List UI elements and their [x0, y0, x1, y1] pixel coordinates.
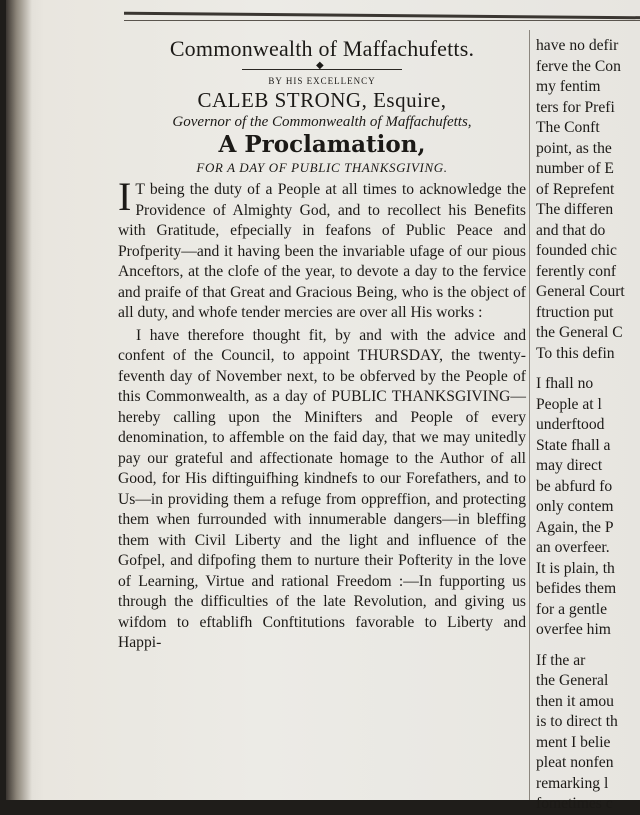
column-line: ment I belie: [536, 733, 611, 751]
column-line: [536, 641, 640, 651]
column-divider: [529, 30, 530, 800]
column-line: my fentim: [536, 78, 601, 95]
column-line: number of E: [536, 160, 614, 177]
governor-title: Governor of the Commonwealth of Maffachufetts,: [172, 114, 472, 130]
masthead: Commonwealth of Maffachufetts.: [169, 36, 475, 61]
column-line: remarking l: [536, 774, 609, 792]
paragraph-2: I have therefore thought fit, by and with the advice and confent of the Council, to appoint THURSDAY, the twenty-feventh day of November next, to be obferved by the People of this Commonwealth, as a day of PUBLIC THANKSGIVING—hereby calling upon the Minifters and People of every denomination, to affemble on the faid day, that we may unitedly pay our grateful and affectionate homage to the Author of all Good, for His diftinguifhing kindnefs to our Forefathers, and to Us—in providing them a refuge from oppreffion, and protecting them when furrounded with innumerable dangers—in bleffing them with Civil Liberty and the light and influence of the Gofpel, and difpofing them to nurture their Pofterity in the love of Learning, Virtue and rational Freedom :—In fupporting us through the difficulties of the late Revolution, and giving us wifdom to eftablifh Conftitutions favorable to Liberty and Happi-: [118, 326, 526, 651]
column-line: It is plain, th: [536, 559, 615, 577]
column-line: for a gentle: [536, 600, 608, 618]
governor-name: CALEB STRONG, Esquire,: [197, 88, 447, 112]
column-line: founded chic: [536, 242, 617, 259]
column-line: fometimes c: [536, 795, 613, 812]
column-line: State fhall a: [536, 436, 611, 454]
column-line: [536, 364, 640, 374]
column-line: an overfeer.: [536, 539, 610, 556]
column-line: overfee him: [536, 621, 611, 638]
column-line: The Conft: [536, 119, 600, 136]
column-line: may direct: [536, 457, 603, 474]
column-line: the General C: [536, 324, 623, 341]
column-line: General Court: [536, 283, 625, 300]
column-line: is to direct th: [536, 713, 618, 730]
column-line: only contem: [536, 498, 614, 515]
ornament-rule: [242, 64, 402, 74]
column-line: pleat nonfen: [536, 754, 614, 771]
proclamation-title: A Proclamation,: [218, 131, 426, 158]
top-rule: [124, 12, 640, 20]
column-line: ferve the Con: [536, 57, 621, 75]
column-line: and that do: [536, 221, 606, 239]
top-rule-thin: [124, 20, 640, 21]
column-line: be abfurd fo: [536, 477, 613, 495]
proclamation-subtitle: FOR A DAY OF PUBLIC THANKSGIVING.: [196, 160, 448, 175]
column-line: have no defir: [536, 37, 619, 54]
column-line: underftood: [536, 416, 605, 433]
column-line: ters for Prefi: [536, 98, 615, 116]
column-line: Again, the P: [536, 518, 614, 536]
newspaper-page: [6, 0, 640, 812]
column-line: I fhall no: [536, 375, 594, 392]
column-line: To this defin: [536, 344, 615, 362]
column-line: of Reprefent: [536, 180, 615, 198]
proclamation-column: [118, 36, 526, 654]
proclamation-body: [118, 174, 526, 654]
column-line: then it amou: [536, 692, 614, 710]
column-line: The differen: [536, 201, 614, 218]
adjacent-column: [536, 36, 640, 815]
page-edge-shadow: [6, 0, 32, 800]
column-line: If the ar: [536, 651, 586, 669]
column-line: People at l: [536, 395, 602, 413]
by-his-excellency: BY HIS EXCELLENCY: [268, 76, 376, 86]
paragraph-1: IT being the duty of a People at all times to acknowledge the Providence of Almighty God, and to recollect his Benefits with Gratitude, efpecially in feafons of Public Peace and Profperity—and it having been the invariable ufage of our pious Anceftors, at the clofe of the year, to devote a day to the fervice and praife of that Great and Gracious Being, who is the object of all duty, and whofe tender mercies are over all His works :: [118, 174, 526, 321]
column-line: ferently conf: [536, 262, 617, 280]
column-line: ftruction put: [536, 303, 614, 321]
column-line: the General: [536, 672, 609, 689]
column-line: point, as the: [536, 139, 612, 157]
column-line: befides them: [536, 580, 617, 597]
